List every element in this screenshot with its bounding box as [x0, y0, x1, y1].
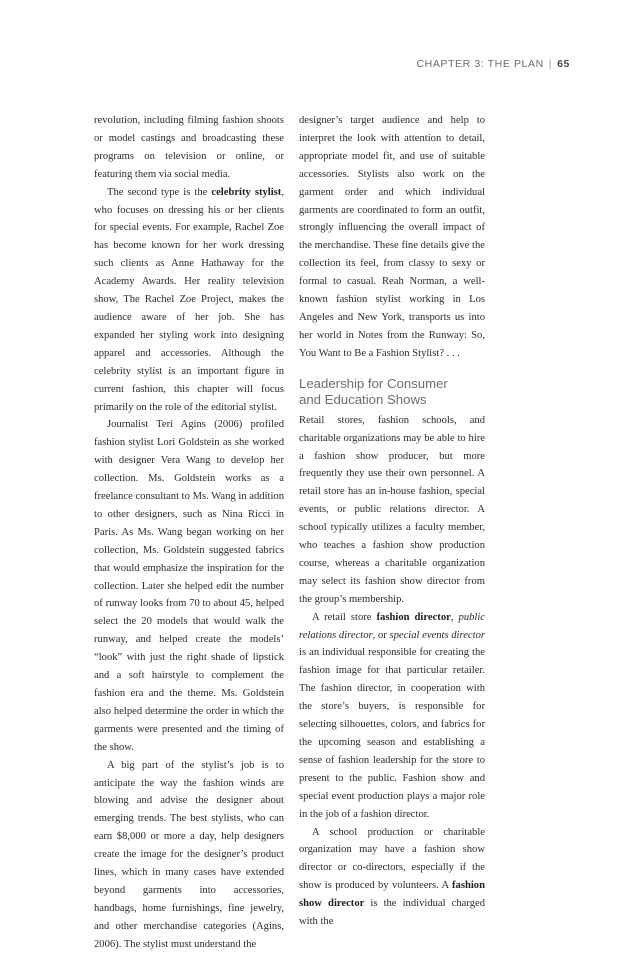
right-paragraph-4 [299, 824, 485, 931]
left-paragraph-2 [94, 184, 284, 417]
term-celebrity-stylist: celebrity stylist [211, 186, 282, 198]
text-span: is the individual charged with the [299, 898, 485, 928]
term-special-events-director: special events director [389, 629, 485, 641]
right-paragraph-1: designer’s target audience and help to interpret the look with attention to detail, appropriate model fit, and use of suitable accessories. Stylists also work on the garment order and which individual garments are coordinated to form an outfit, strongly influencing the overall impact of the merchandise. These fine details give the collection its feel, from classy to sexy or formal to casual. Reah Norman, a well-known fashion stylist working in Los Angeles and New York, transports us into her world in Notes from the Runway: So, You Want to Be a Fashion Stylist? . . . [299, 115, 485, 359]
chapter-title: CHAPTER 3: THE PLAN [416, 58, 544, 70]
text-span: , who focuses on dressing his or her clients for special events. For example, Rachel Zoe has become known for her work dressing such clients as Anne Hathaway for the Academy Awards. Her reality television show, The Rachel Zoe Project, makes the audience aware of her job. She has expanded her styling work into designing apparel and accessories. Although the celebrity stylist is an important figure in current fashion, this chapter will focus primarily on the role of the editorial stylist. [94, 186, 284, 413]
header-separator: | [548, 58, 553, 70]
running-head [416, 58, 570, 70]
text-span: A school production or charitable organization may have a fashion show director or co-directors, especially if the show is produced by volunteers. A [299, 826, 485, 892]
section-heading [299, 376, 485, 408]
right-paragraph-3 [299, 609, 485, 824]
left-paragraph-4: A big part of the stylist’s job is to anticipate the way the fashion winds are blowing and advise the designer about emerging trends. The best stylists, who can earn $8,000 or more a day, help designers create the image for the designer’s product lines, which in many cases have extended beyond garments into accessories, handbags, home furnishings, fine jewelry, and other merchandise categories (Agins, 2006). The stylist must understand the [94, 759, 284, 950]
right-paragraph-2: Retail stores, fashion schools, and charitable organizations may be able to hire a fashion show producer, but more frequently they use their own personnel. A retail store has an in-house fashion, special events, or public relations director. A school typically utilizes a faculty member, who teaches a fashion show production course, whereas a charitable organization may select its fashion show director from the group’s membership. [299, 414, 485, 605]
text-span: The second type is the [107, 186, 212, 198]
text-span: , or [372, 629, 390, 641]
text-span: is an individual responsible for creating the fashion image for that particular retailer. The fashion director, in cooperation with the store’s buyers, is responsible for selecting silhouettes, colors, and fabrics for the upcoming season and establishing a sense of fashion leadership for the store to present to the public. Fashion show and special event production plays a major role in the job of a fashion director. [299, 647, 485, 820]
heading-line-1: Leadership for Consumer [299, 375, 448, 391]
term-public-relations-director: public relations director [299, 611, 485, 641]
term-fashion-show-director: fashion show director [299, 880, 485, 910]
left-paragraph-3: Journalist Teri Agins (2006) profiled fashion stylist Lori Goldstein as she worked with designer Vera Wang to develop her collection. Ms. Goldstein works as a freelance consultant to Ms. Wang in addition to other designers, such as Nina Ricci in Paris. As Ms. Wang began working on her collection, Ms. Goldstein suggested fabrics that would emphasize the inspiration for the collection. Later she helped edit the number of runway looks from 70 to about 45, helped select the 20 models that would walk the runway, and helped create the models’ “look” with just the right shade of lipstick and a soft hairstyle to complement the fashion era and the theme. Ms. Goldstein also helped determine the order in which the garments were presented and the timing of the show. [94, 419, 284, 753]
text-span: , [450, 611, 459, 623]
right-column [299, 112, 485, 931]
left-column [94, 112, 284, 954]
left-paragraph-1: revolution, including filming fashion shoots or model castings and broadcasting these programs on television or online, or featuring them via social media. [94, 115, 284, 180]
term-fashion-director: fashion director [376, 611, 451, 623]
page-number: 65 [557, 58, 570, 70]
text-span: A retail store [312, 611, 377, 623]
heading-line-2: and Education Shows [299, 391, 427, 407]
